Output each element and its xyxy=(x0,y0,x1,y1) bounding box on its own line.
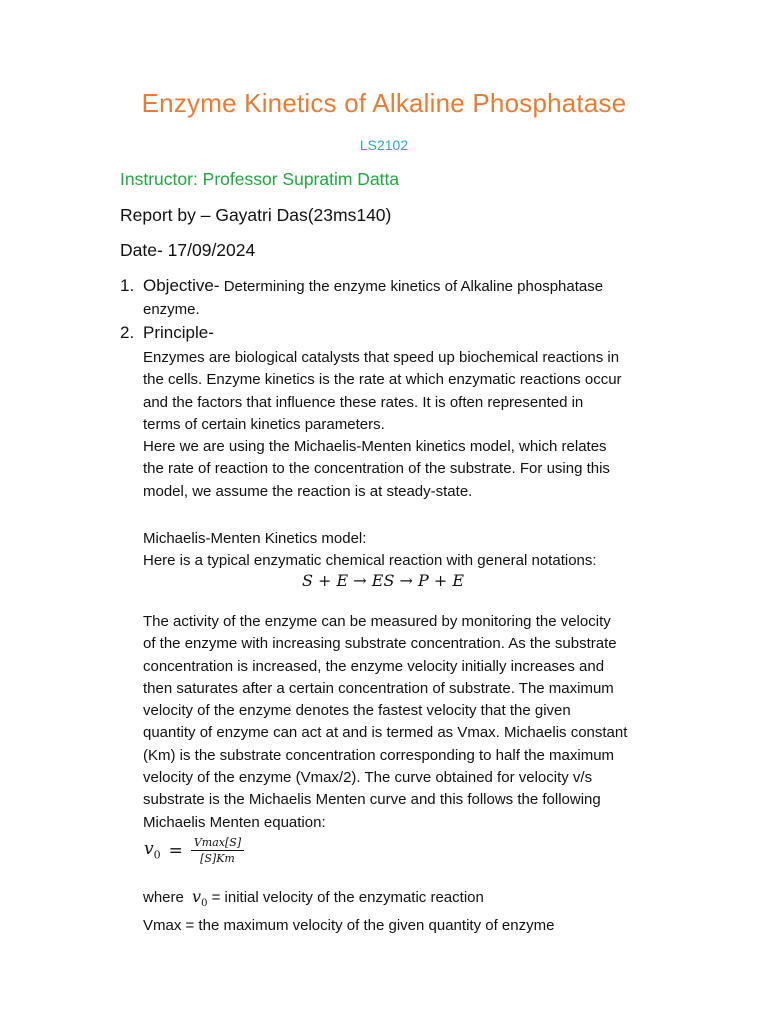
principle-paragraph-1 xyxy=(143,347,683,503)
paragraph-line: velocity of the enzyme (Vmax/2). The curve obtained for velocity v/s xyxy=(143,769,593,787)
objective-text: Determining the enzyme kinetics of Alkaline phosphatase xyxy=(219,278,604,295)
equation-denominator: [S]Km xyxy=(200,852,235,865)
paragraph-line: model, we assume the reaction is at steady-state. xyxy=(143,482,473,500)
course-code: LS2102 xyxy=(359,137,409,153)
reaction-equation: S + E → ES → P + E xyxy=(301,571,465,590)
paragraph-line: substrate is the Michaelis Menten curve and this follows the following xyxy=(143,791,601,809)
paragraph-line: Michaelis Menten equation: xyxy=(143,813,326,831)
variable-definitions xyxy=(143,886,554,938)
paragraph-line: the cells. Enzyme kinetics is the rate at which enzymatic reactions occur xyxy=(143,371,622,389)
instructor-line: Instructor: Professor Supratim Datta xyxy=(120,169,400,189)
paragraph-line: concentration is increased, the enzyme velocity initially increases and xyxy=(143,657,605,675)
objective-text-continued: enzyme. xyxy=(143,301,200,318)
v0-definition xyxy=(143,886,554,915)
equation-fraction xyxy=(191,836,244,865)
paragraph-line: and the factors that influence these rates. It is often represented in xyxy=(143,393,584,411)
paragraph-line: then saturates after a certain concentration of substrate. The maximum xyxy=(143,679,614,697)
report-date-line: Date- 17/09/2024 xyxy=(120,240,256,260)
report-author-line: Report by – Gayatri Das(23ms140) xyxy=(120,205,392,225)
objective-heading: Objective- xyxy=(143,276,220,295)
paragraph-line: velocity of the enzyme denotes the fastest velocity that the given xyxy=(143,702,571,720)
principle-paragraph-3 xyxy=(143,611,683,834)
equation-numerator: Vmax[S] xyxy=(191,836,244,851)
paragraph-line: terms of certain kinetics parameters. xyxy=(143,415,385,433)
objective-section xyxy=(120,276,603,296)
where-label: where xyxy=(143,889,184,906)
michaelis-menten-equation xyxy=(144,836,244,865)
paragraph-line: Enzymes are biological catalysts that speed up biochemical reactions in xyxy=(143,349,620,366)
principle-section xyxy=(120,323,214,343)
document-title: Enzyme Kinetics of Alkaline Phosphatase xyxy=(141,88,627,118)
paragraph-line: of the enzyme with increasing substrate concentration. As the substrate xyxy=(143,635,617,653)
principle-number: 2. xyxy=(120,323,135,342)
paragraph-line: The activity of the enzyme can be measured by monitoring the velocity xyxy=(143,613,611,630)
equation-equals: = xyxy=(168,840,183,861)
equation-lhs: $v_0$ xyxy=(144,839,161,862)
paragraph-line: Michaelis-Menten Kinetics model: xyxy=(143,530,367,547)
paragraph-line: Here is a typical enzymatic chemical reaction with general notations: xyxy=(143,552,597,570)
paragraph-line: Here we are using the Michaelis-Menten kinetics model, which relates xyxy=(143,438,607,456)
principle-heading: Principle- xyxy=(143,323,214,342)
paragraph-line: the rate of reaction to the concentration of the substrate. For using this xyxy=(143,460,610,478)
principle-paragraph-2 xyxy=(143,528,683,573)
objective-number: 1. xyxy=(120,276,135,295)
v0-definition-text: = initial velocity of the enzymatic reaction xyxy=(207,889,484,906)
v0-symbol: $v_0$ xyxy=(192,887,208,910)
paragraph-line: (Km) is the substrate concentration corresponding to half the maximum xyxy=(143,746,615,764)
vmax-definition: Vmax = the maximum velocity of the given quantity of enzyme xyxy=(143,917,555,935)
paragraph-line: quantity of enzyme can act at and is termed as Vmax. Michaelis constant xyxy=(143,724,628,742)
